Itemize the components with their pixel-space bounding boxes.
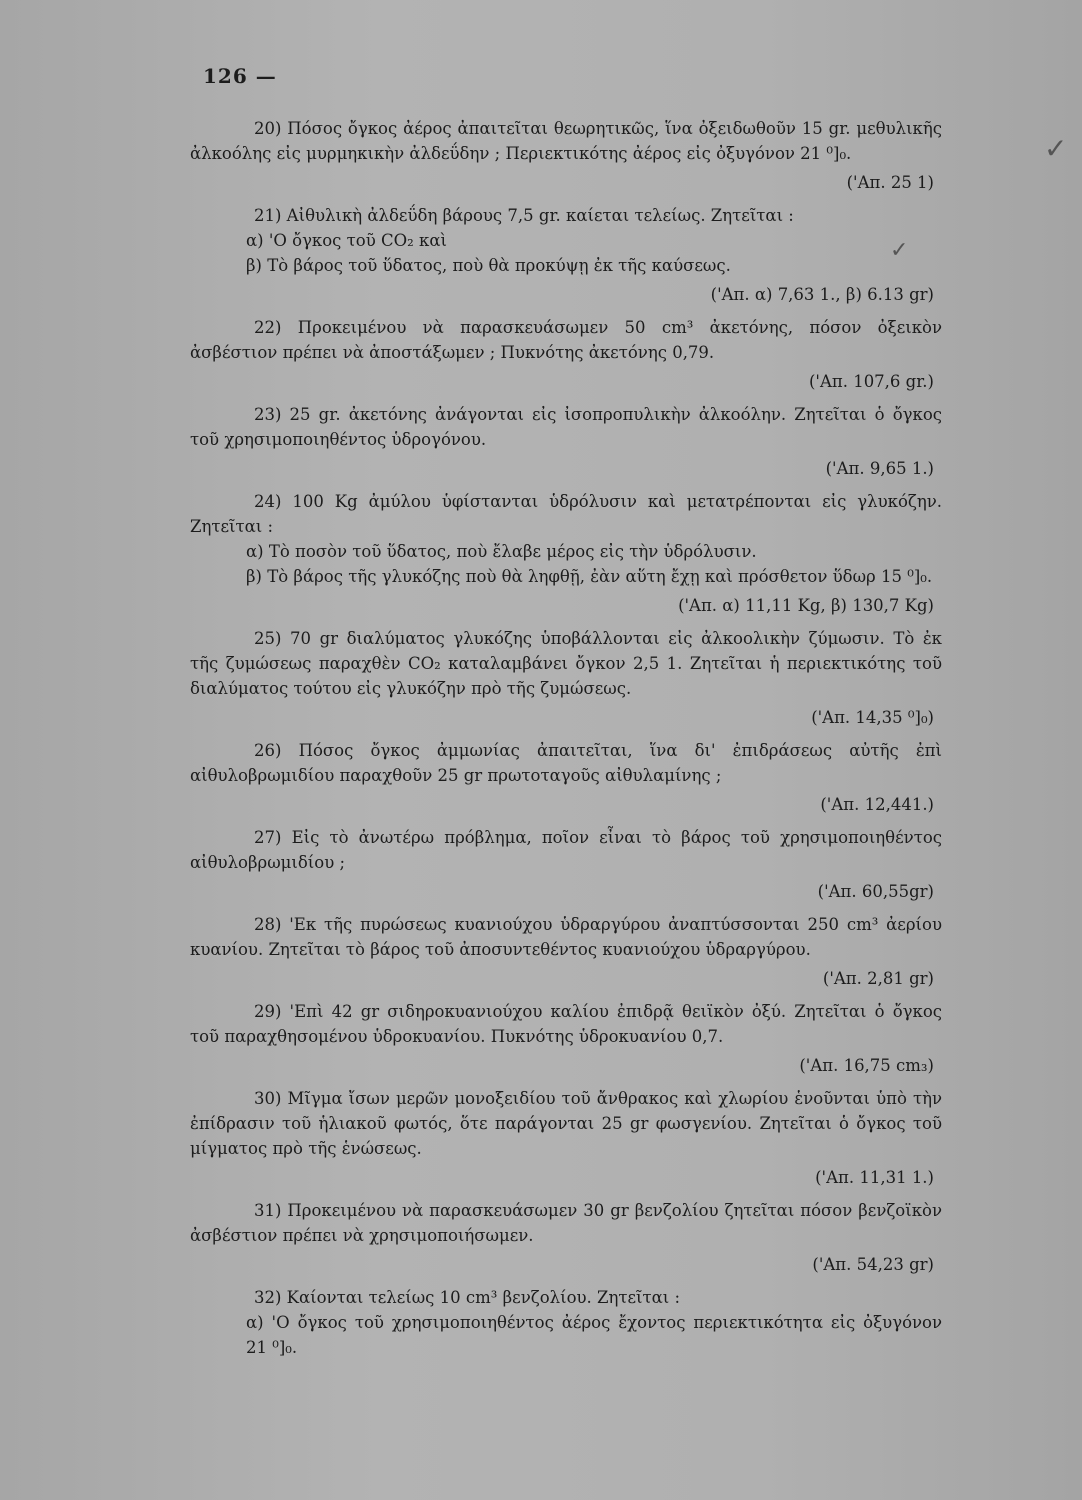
problem-item — [190, 626, 942, 730]
problem-text: 22) Προκειμένου νὰ παρασκευάσωμεν 50 cm³ ἀκετόνης, πόσον ὀξεικὸν ἀσβέστιον πρέπει νὰ ἀποστάξωμεν ; Πυκνότης ἀκετόνης 0,79. — [190, 318, 942, 362]
problem-item — [190, 489, 942, 618]
problem-item — [190, 315, 942, 394]
problem-item — [190, 825, 942, 904]
problem-item — [190, 116, 942, 195]
problem-subitem: β) Τὸ βάρος τῆς γλυκόζης ποὺ θὰ ληφθῇ, ἐὰν αὕτη ἔχῃ καὶ πρόσθετον ὕδωρ 15 ⁰]₀. — [246, 567, 933, 586]
problem-item — [190, 738, 942, 817]
problem-text: 31) Προκειμένου νὰ παρασκευάσωμεν 30 gr βενζολίου ζητεῖται πόσον βενζοϊκὸν ἀσβέστιον πρέπει νὰ χρησιμοποιήσωμεν. — [190, 1201, 942, 1245]
problem-item — [190, 1285, 942, 1360]
problem-answer: ('Απ. α) 7,63 1., β) 6.13 gr) — [710, 285, 934, 304]
problem-answer: ('Απ. 25 1) — [846, 173, 934, 192]
problem-item — [190, 1198, 942, 1277]
problem-subitem: α) 'Ο ὄγκος τοῦ χρησιμοποιηθέντος ἀέρος ἔχοντος περιεκτικότητα εἰς ὀξυγόνον 21 ⁰]₀. — [246, 1313, 942, 1357]
problem-text: 21) Αἰθυλικὴ ἀλδεΰδη βάρους 7,5 gr. καίεται τελείως. Ζητεῖται : — [254, 206, 794, 225]
problem-text: 27) Εἰς τὸ ἀνωτέρω πρόβλημα, ποῖον εἶναι τὸ βάρος τοῦ χρησιμοποιηθέντος αἰθυλοβρωμιδίου ; — [190, 828, 942, 872]
check-mark-icon: ✓ — [1044, 132, 1068, 165]
problem-answer: ('Απ. α) 11,11 Kg, β) 130,7 Kg) — [678, 596, 934, 615]
problem-answer: ('Απ. 14,35 ⁰]₀) — [811, 708, 934, 727]
problem-text: 23) 25 gr. ἀκετόνης ἀνάγονται εἰς ἰσοπροπυλικὴν ἀλκοόλην. Ζητεῖται ὁ ὄγκος τοῦ χρησιμοποιηθέντος ὑδρογόνου. — [190, 405, 942, 449]
problem-subitem: α) 'Ο ὄγκος τοῦ CO₂ καὶ — [246, 231, 447, 250]
problem-text: 24) 100 Kg ἀμύλου ὑφίστανται ὑδρόλυσιν καὶ μετατρέπονται εἰς γλυκόζην. Ζητεῖται : — [190, 492, 942, 536]
problem-item — [190, 203, 942, 307]
problem-answer: ('Απ. 54,23 gr) — [812, 1255, 934, 1274]
problem-answer: ('Απ. 2,81 gr) — [822, 969, 934, 988]
problem-text: 26) Πόσος ὄγκος ἀμμωνίας ἀπαιτεῖται, ἵνα δι' ἐπιδράσεως αὐτῆς ἐπὶ αἰθυλοβρωμιδίου παραχθοῦν 25 gr πρωτοταγοῦς αἰθυλαμίνης ; — [190, 741, 942, 785]
page-number: 126 — — [203, 64, 277, 88]
check-mark-icon: ✓ — [890, 238, 909, 263]
problem-subitem: β) Τὸ βάρος τοῦ ὕδατος, ποὺ θὰ προκύψῃ ἐκ τῆς καύσεως. — [246, 256, 731, 275]
problem-subitem: α) Τὸ ποσὸν τοῦ ὕδατος, ποὺ ἔλαβε μέρος εἰς τὴν ὑδρόλυσιν. — [246, 542, 757, 561]
problem-answer: ('Απ. 9,65 1.) — [825, 459, 934, 478]
problem-text: 32) Καίονται τελείως 10 cm³ βενζολίου. Ζητεῖται : — [254, 1288, 681, 1307]
problem-text: 30) Μῖγμα ἴσων μερῶν μονοξειδίου τοῦ ἄνθρακος καὶ χλωρίου ἑνοῦνται ὑπὸ τὴν ἐπίδρασιν τοῦ ἡλιακοῦ φωτός, ὅτε παράγονται 25 gr φωσγενίου. Ζητεῖται ὁ ὄγκος τοῦ μίγματος πρὸ τῆς ἑνώσεως. — [190, 1089, 942, 1158]
problem-list — [190, 116, 942, 1368]
problem-answer: ('Απ. 107,6 gr.) — [808, 372, 934, 391]
problem-answer: ('Απ. 16,75 cm₃) — [799, 1056, 934, 1075]
problem-item — [190, 1086, 942, 1190]
problem-text: 20) Πόσος ὄγκος ἀέρος ἀπαιτεῖται θεωρητικῶς, ἵνα ὀξειδωθοῦν 15 gr. μεθυλικῆς ἀλκοόλης εἰς μυρμηκικὴν ἀλδεΰδην ; Περιεκτικότης ἀέρος εἰς ὀξυγόνον 21 ⁰]₀. — [190, 119, 942, 163]
problem-text: 29) 'Επὶ 42 gr σιδηροκυανιούχου καλίου ἐπιδρᾷ θειϊκὸν ὀξύ. Ζητεῖται ὁ ὄγκος τοῦ παραχθησομένου ὑδροκυανίου. Πυκνότης ὑδροκυανίου 0,7. — [190, 1002, 942, 1046]
problem-text: 28) 'Εκ τῆς πυρώσεως κυανιούχου ὑδραργύρου ἀναπτύσσονται 250 cm³ ἀερίου κυανίου. Ζητεῖται τὸ βάρος τοῦ ἀποσυντεθέντος κυανιούχου ὑδραργύρου. — [190, 915, 942, 959]
problem-text: 25) 70 gr διαλύματος γλυκόζης ὑποβάλλονται εἰς ἀλκοολικὴν ζύμωσιν. Τὸ ἐκ τῆς ζυμώσεως παραχθὲν CO₂ καταλαμβάνει ὄγκον 2,5 1. Ζητεῖται ἡ περιεκτικότης τοῦ διαλύματος τούτου εἰς γλυκόζην πρὸ τῆς ζυμώσεως. — [190, 629, 942, 698]
problem-answer: ('Απ. 12,441.) — [820, 795, 934, 814]
problem-item — [190, 912, 942, 991]
problem-item — [190, 402, 942, 481]
problem-answer: ('Απ. 60,55gr) — [817, 882, 934, 901]
problem-item — [190, 999, 942, 1078]
problem-answer: ('Απ. 11,31 1.) — [815, 1168, 934, 1187]
